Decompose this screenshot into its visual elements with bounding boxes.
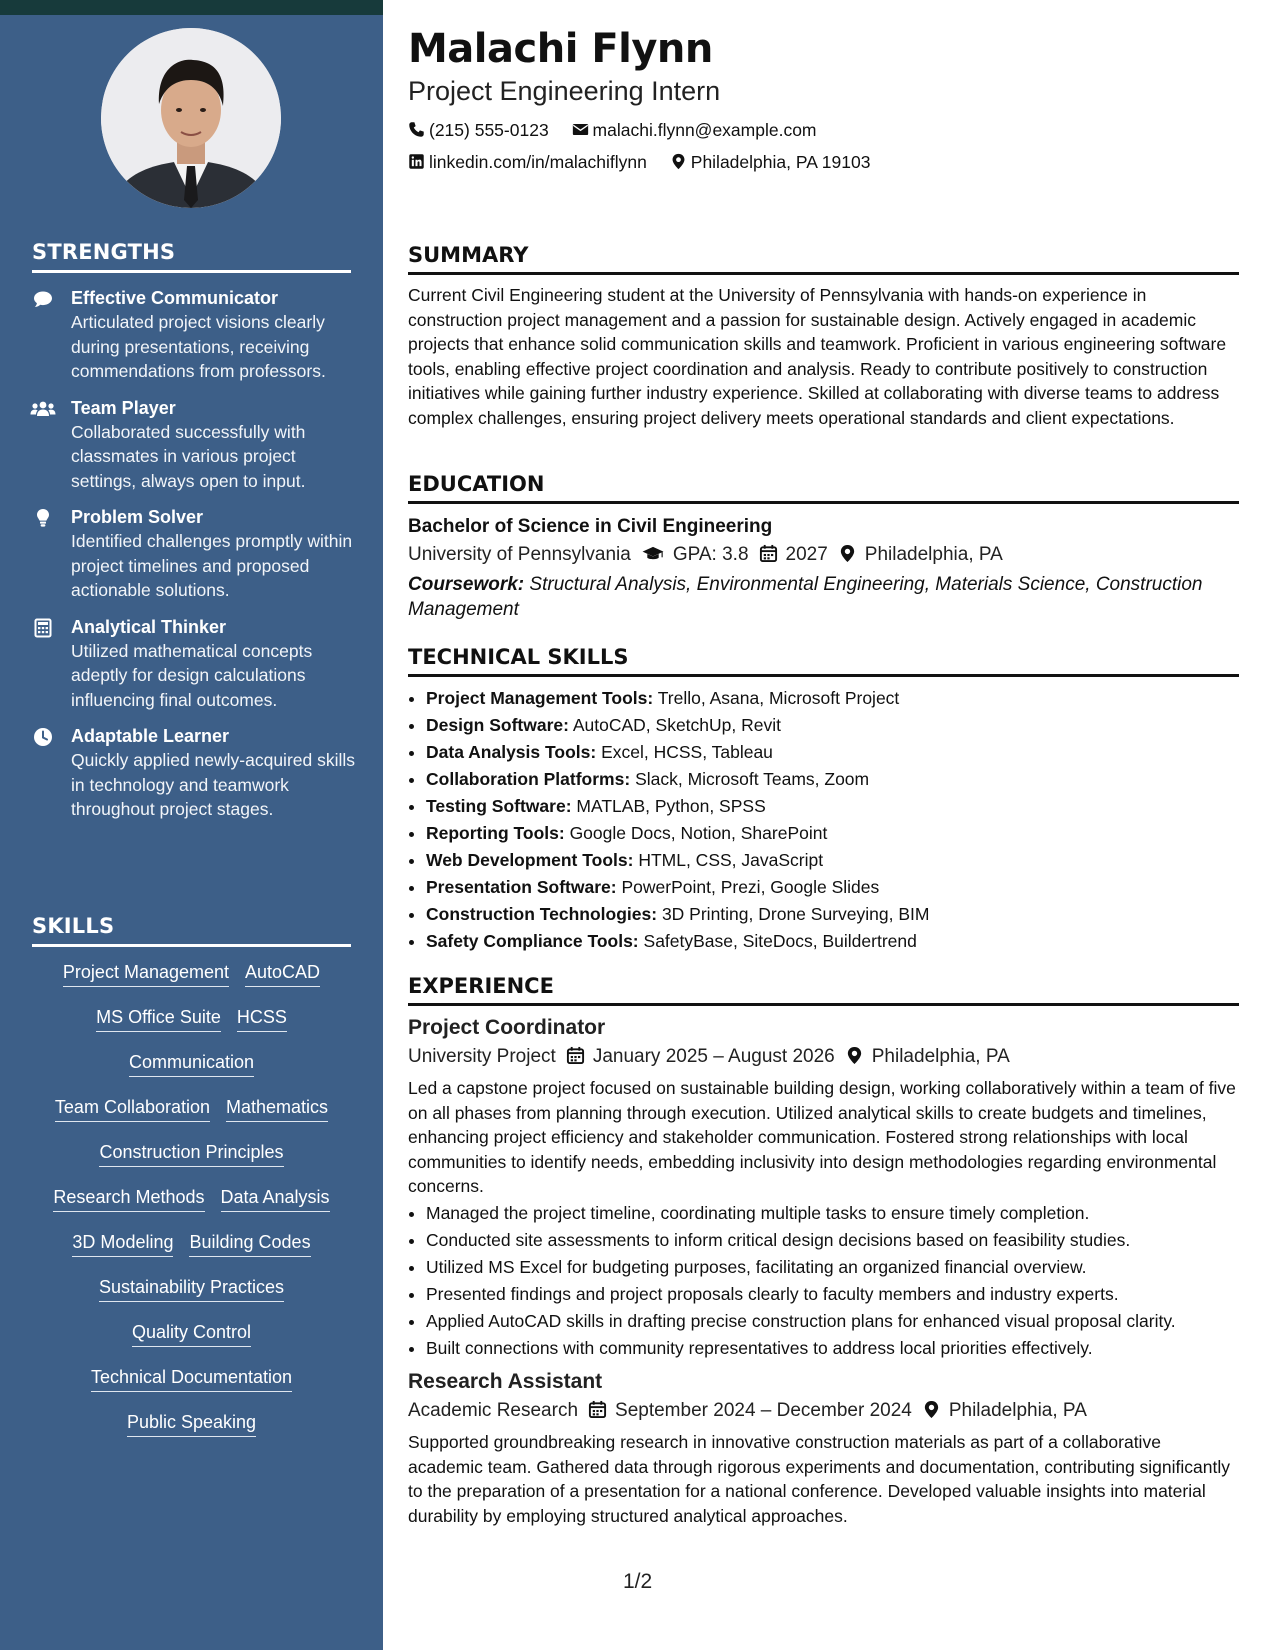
technical-skills-heading: TECHNICAL SKILLS	[408, 644, 1239, 677]
skill-tag: Team Collaboration	[55, 1095, 210, 1122]
skill-tag: Quality Control	[132, 1320, 251, 1347]
strength-description: Quickly applied newly-acquired skills in technology and teamwork throughout project stages.	[71, 750, 356, 819]
envelope-icon	[572, 121, 589, 138]
skill-values: Slack, Microsoft Teams, Zoom	[635, 769, 870, 789]
strength-item	[32, 615, 362, 713]
skill-values: Trello, Asana, Microsoft Project	[657, 688, 900, 708]
strength-description: Collaborated successfully with classmates in various project settings, always open to input.	[71, 421, 306, 491]
avatar	[101, 28, 281, 208]
summary-section	[408, 242, 1239, 430]
job-org: Academic Research	[408, 1400, 579, 1421]
skill-category: Web Development Tools:	[426, 850, 634, 870]
page-number: 1/2	[623, 1570, 653, 1593]
list-item: • Utilized MS Excel for budgeting purposes, facilitating an organized financial overview.	[426, 1255, 1239, 1280]
education-section	[408, 471, 1239, 622]
skill-tag: Project Management	[63, 960, 229, 987]
skill-values: PowerPoint, Prezi, Google Slides	[621, 877, 880, 897]
skill-values: MATLAB, Python, SPSS	[576, 796, 766, 816]
skill-tag: Data Analysis	[221, 1185, 330, 1212]
skill-row	[32, 1230, 351, 1275]
skill-row	[32, 1365, 351, 1410]
list-item	[426, 820, 1239, 847]
skill-row	[32, 1410, 351, 1455]
map-pin-icon	[922, 1400, 941, 1419]
skill-values: Google Docs, Notion, SharePoint	[569, 823, 828, 843]
education-meta	[408, 540, 1239, 570]
job-location: Philadelphia, PA	[948, 1400, 1087, 1421]
skill-row	[32, 1095, 351, 1140]
list-item: • Conducted site assessments to inform critical design decisions based on feasibility studies.	[426, 1228, 1239, 1253]
email-text: malachi.flynn@example.com	[592, 120, 817, 140]
sidebar	[0, 0, 383, 1650]
linkedin-icon	[408, 153, 425, 170]
skill-row	[32, 1320, 351, 1365]
skill-category: Project Management Tools:	[426, 688, 654, 708]
list-item	[426, 712, 1239, 739]
skill-tag: Public Speaking	[127, 1410, 256, 1437]
map-pin-icon	[670, 153, 687, 170]
list-item	[426, 793, 1239, 820]
experience-section	[408, 973, 1239, 1528]
map-pin-icon	[845, 1046, 864, 1065]
list-item: • Built connections with community representatives to address local priorities effectively.	[426, 1336, 1239, 1361]
contact-location	[670, 146, 871, 178]
skill-tag: Research Methods	[53, 1185, 204, 1212]
skill-category: Construction Technologies:	[426, 904, 658, 924]
job-bullets	[408, 1201, 1239, 1361]
list-item: • Managed the project timeline, coordinating multiple tasks to ensure timely completion.	[426, 1201, 1239, 1226]
skill-values: 3D Printing, Drone Surveying, BIM	[661, 904, 930, 924]
phone-icon	[408, 121, 425, 138]
skill-tag: Sustainability Practices	[99, 1275, 284, 1302]
skill-row	[32, 1005, 351, 1050]
skill-category: Collaboration Platforms:	[426, 769, 631, 789]
skill-row	[32, 1050, 351, 1095]
skill-values: HTML, CSS, JavaScript	[638, 850, 824, 870]
skill-category: Design Software:	[426, 715, 569, 735]
lightbulb-icon	[33, 508, 53, 528]
skill-tag: Building Codes	[189, 1230, 310, 1257]
list-item: • Applied AutoCAD skills in drafting precise construction plans for enhanced visual proposal clarity.	[426, 1309, 1239, 1334]
phone-text: (215) 555-0123	[429, 120, 549, 140]
skill-category: Presentation Software:	[426, 877, 617, 897]
list-item	[426, 847, 1239, 874]
skill-category: Data Analysis Tools:	[426, 742, 597, 762]
technical-skills-list	[408, 685, 1239, 955]
strengths-heading: STRENGTHS	[32, 240, 351, 273]
job-description: Supported groundbreaking research in innovative construction materials as part of a collaborative academic team. Gathered data through rigorous experiments and documentation, contributing significantly to the preparation of a presentation for a national conference. Developed valuable insights into material durability by employing structured analytical approaches.	[408, 1432, 1230, 1526]
skill-tag: MS Office Suite	[96, 1005, 221, 1032]
job-dates: September 2024 – December 2024	[615, 1400, 912, 1421]
strength-description: Identified challenges promptly within project timelines and proposed actionable solutions.	[71, 531, 353, 600]
list-item	[426, 901, 1239, 928]
graduation-cap-icon	[641, 544, 665, 563]
skill-category: Safety Compliance Tools:	[426, 931, 639, 951]
strengths-list	[32, 286, 362, 834]
header	[408, 24, 1239, 178]
technical-skills-section	[408, 644, 1239, 955]
coursework-label: Coursework:	[408, 574, 525, 595]
list-item	[426, 874, 1239, 901]
skill-category: Reporting Tools:	[426, 823, 565, 843]
clock-icon	[33, 727, 53, 747]
strength-title: Team Player	[71, 397, 176, 418]
map-pin-icon	[838, 544, 857, 563]
skill-row	[32, 1140, 351, 1185]
job-meta	[408, 1396, 1239, 1426]
candidate-role: Project Engineering Intern	[408, 76, 721, 106]
skill-tag: 3D Modeling	[72, 1230, 173, 1257]
contact-phone[interactable]	[408, 114, 549, 146]
skills-list	[32, 960, 351, 1455]
contact-linkedin[interactable]	[408, 146, 647, 178]
list-item: • Presented findings and project proposals clearly to faculty members and industry experts.	[426, 1282, 1239, 1307]
job-org: University Project	[408, 1046, 556, 1067]
strength-title: Analytical Thinker	[71, 616, 227, 637]
list-item	[426, 739, 1239, 766]
coursework	[408, 572, 1239, 622]
skill-row	[32, 960, 351, 1005]
speech-bubble-icon	[33, 289, 53, 309]
job-description: Led a capstone project focused on sustainable building design, working collaboratively within a team of five on all phases from planning through execution. Utilized analytical skills to create budgets and timelines, enhancing project efficiency and stakeholder communication. Fostered strong relationships with local communities to identify needs, embedding inclusivity into design methodologies regarding environmental concerns.	[408, 1078, 1236, 1196]
skill-tag: HCSS	[237, 1005, 287, 1032]
job-location: Philadelphia, PA	[871, 1046, 1010, 1067]
education-location: Philadelphia, PA	[864, 544, 1003, 565]
job-entry	[408, 1014, 1239, 1360]
candidate-name: Malachi Flynn	[408, 26, 713, 72]
job-meta	[408, 1042, 1239, 1072]
skill-tag: AutoCAD	[245, 960, 320, 987]
summary-text: Current Civil Engineering student at the University of Pennsylvania with hands-on experience in construction project management and a passion for sustainable design. Actively engaged in academic projects that enhance solid communication skills and teamwork. Proficient in various engineering software tools, enabling effective project coordination and analysis. Ready to contribute positively to construction initiatives while gaining further industry experience. Skilled at collaborating with diverse teams to address complex challenges, ensuring project delivery meets operational standards and client expectations.	[408, 285, 1227, 428]
strength-item	[32, 286, 362, 384]
summary-heading: SUMMARY	[408, 242, 1239, 275]
job-dates: January 2025 – August 2026	[592, 1046, 835, 1067]
skill-tag: Construction Principles	[99, 1140, 283, 1167]
skill-tag: Communication	[129, 1050, 254, 1077]
skill-values: Excel, HCSS, Tableau	[601, 742, 773, 762]
education-heading: EDUCATION	[408, 471, 1239, 504]
coursework-list: Structural Analysis, Environmental Engineering, Materials Science, Construction Management	[408, 574, 1203, 620]
skill-row	[32, 1275, 351, 1320]
skill-tag: Mathematics	[226, 1095, 328, 1122]
gpa: GPA: 3.8	[672, 544, 749, 565]
skills-heading: SKILLS	[32, 914, 351, 947]
job-title: Research Assistant	[408, 1370, 603, 1393]
location-text: Philadelphia, PA 19103	[690, 152, 871, 172]
job-title: Project Coordinator	[408, 1016, 606, 1039]
strength-item	[32, 505, 362, 603]
strength-item	[32, 724, 362, 822]
list-item	[426, 766, 1239, 793]
linkedin-text: linkedin.com/in/malachiflynn	[429, 152, 647, 172]
graduation-year: 2027	[785, 544, 828, 565]
strength-item	[32, 396, 362, 494]
calendar-icon	[566, 1046, 585, 1065]
skill-tag: Technical Documentation	[91, 1365, 292, 1392]
strength-title: Adaptable Learner	[71, 726, 230, 746]
strength-title: Problem Solver	[71, 507, 204, 527]
contact-row	[408, 114, 1239, 146]
sidebar-top-bar	[0, 0, 383, 15]
skill-values: AutoCAD, SketchUp, Revit	[572, 715, 781, 735]
calculator-icon	[33, 618, 53, 638]
job-entry	[408, 1368, 1239, 1528]
skill-row	[32, 1185, 351, 1230]
experience-heading: EXPERIENCE	[408, 973, 1239, 1006]
users-icon	[30, 399, 56, 419]
skill-values: SafetyBase, SiteDocs, Buildertrend	[643, 931, 917, 951]
strength-title: Effective Communicator	[71, 288, 279, 308]
strength-description: Utilized mathematical concepts adeptly for design calculations influencing final outcomes.	[71, 640, 313, 710]
school-name: University of Pennsylvania	[408, 544, 631, 565]
contact-email[interactable]	[572, 114, 817, 146]
contact-row	[408, 146, 1239, 178]
list-item	[426, 685, 1239, 712]
degree: Bachelor of Science in Civil Engineering	[408, 516, 773, 537]
list-item	[426, 928, 1239, 955]
strength-description: Articulated project visions clearly during presentations, receiving commendations from professors.	[71, 312, 326, 381]
skill-category: Testing Software:	[426, 796, 572, 816]
calendar-icon	[588, 1400, 607, 1419]
profile-photo-icon	[101, 28, 281, 208]
calendar-icon	[759, 544, 778, 563]
